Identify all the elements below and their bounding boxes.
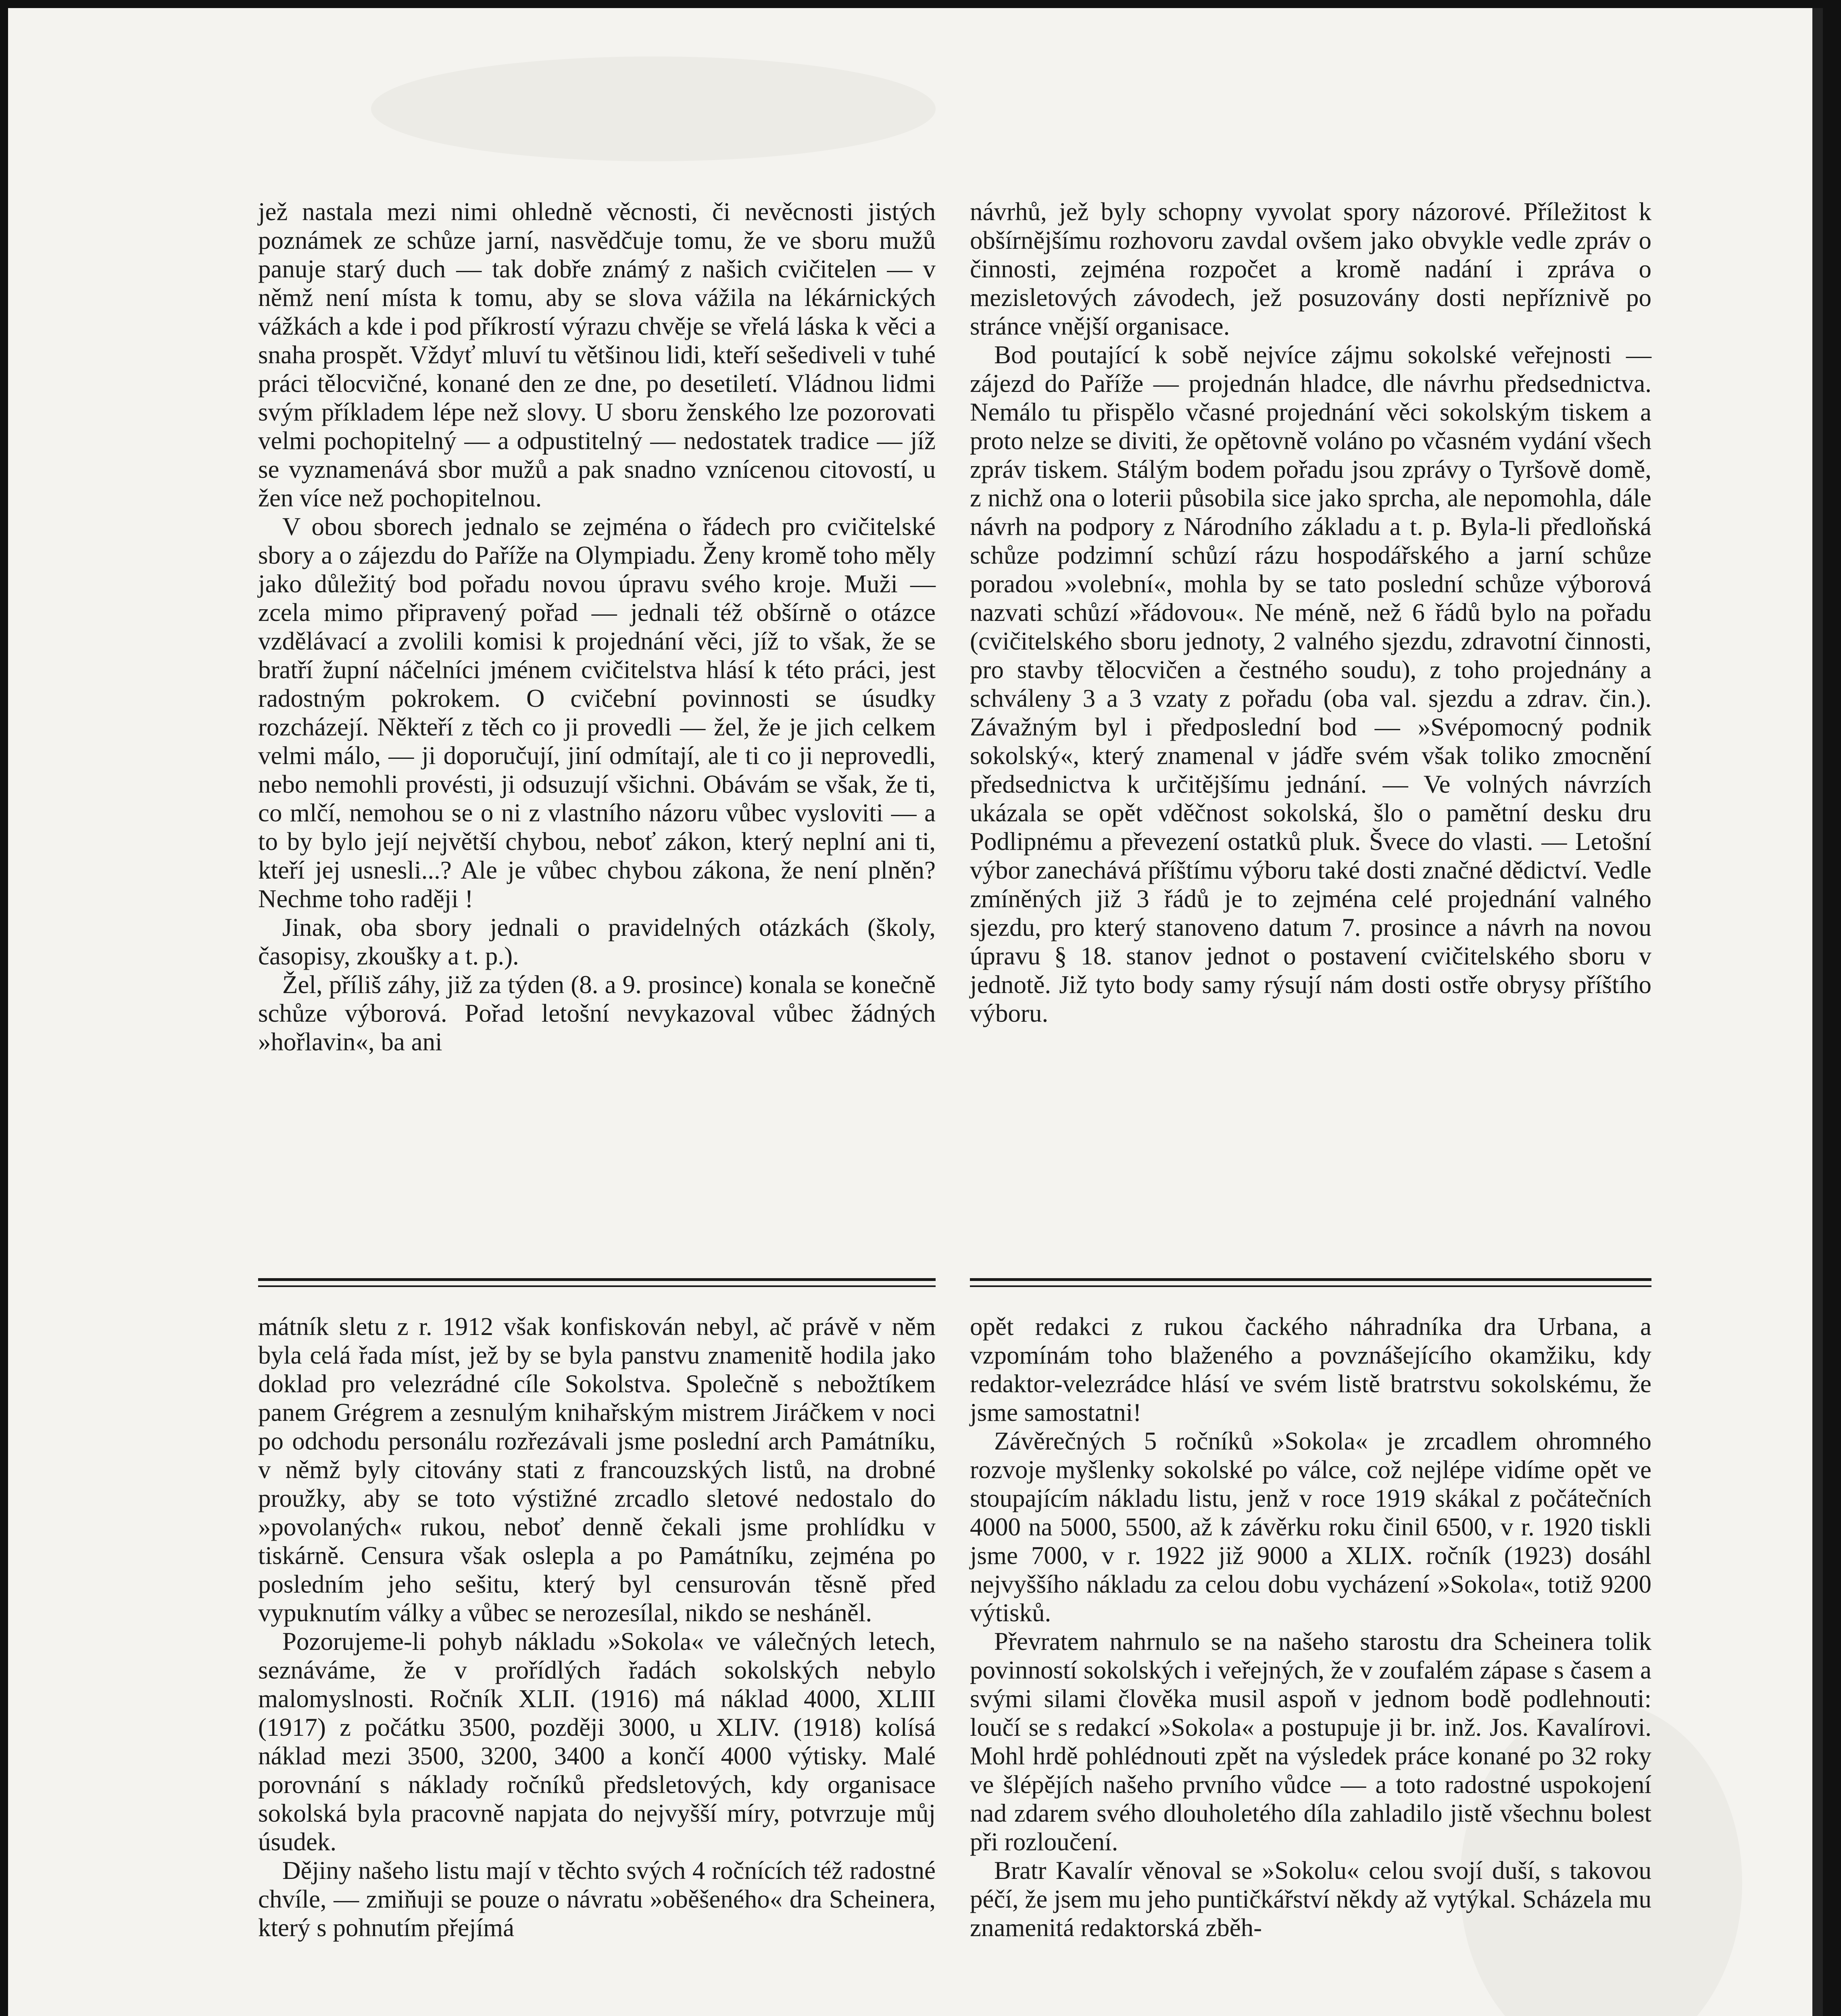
paragraph: návrhů, jež byly schopny vyvolat spory názorové. Příležitost k obšírnějšímu rozhovoru zavdal ovšem jako obvykle vedle zpráv o činnosti, zejména rozpočet a kromě nadání i zpráva o mezisletových závodech, jež posuzovány dosti nepříznivě po stránce vnější organisace. bbox=[970, 198, 1651, 340]
paragraph: Jinak, oba sbory jednali o pravidelných otázkách (školy, časopisy, zkoušky a t. p.). bbox=[258, 913, 936, 970]
paper-stain bbox=[371, 56, 936, 161]
section-divider-rule bbox=[970, 1278, 1651, 1287]
paragraph: V obou sborech jednalo se zejména o řádech pro cvičitelské sbory a o zájezdu do Paříže na Olympiadu. Ženy kromě toho měly jako důležitý bod pořadu novou úpravu svého kroje. Muži — zcela mimo připravený pořad — jednali též obšírně o otázce vzdělávací a zvolili komisi k projednání věci, jíž to však, že se bratří župní náčelníci jménem cvičitelstva hlásí k této práci, jest radostným pokrokem. O cvičební povinnosti se úsudky rozcházejí. Někteří z těch co ji provedli — žel, že je jich celkem velmi málo, — ji doporučují, jiní odmítají, ale ti co ji neprovedli, nebo nemohli provésti, ji odsuzují všichni. Obávám se však, že ti, co mlčí, nemohou se o ni z vlastního názoru vůbec vysloviti — a to by bylo její největší chybou, neboť zákon, který neplní ani ti, kteří jej usnesli...? Ale je vůbec chybou zákona, že není plněn? Nechme toho raději ! bbox=[258, 512, 936, 913]
paragraph: Bratr Kavalír věnoval se »Sokolu« celou svojí duší, s takovou péčí, že jsem mu jeho puntičkářství někdy až vytýkal. Scházela mu znamenitá redaktorská zběh- bbox=[970, 1856, 1651, 1942]
top-right-column bbox=[970, 198, 1651, 1028]
bottom-left-column bbox=[258, 1312, 936, 1942]
paragraph: Závěrečných 5 ročníků »Sokola« je zrcadlem ohromného rozvoje myšlenky sokolské po válce, což nejlépe vidíme opět ve stoupajícím nákladu listu, jenž v roce 1919 skákal z počátečních 4000 na 5000, 5500, až k závěrku roku činil 6500, v r. 1920 tiskli jsme 7000, v r. 1922 již 9000 a XLIX. ročník (1923) dosáhl nejvyššího nákladu za celou dobu vycházení »Sokola«, totiž 9200 výtisků. bbox=[970, 1427, 1651, 1627]
page-sheet bbox=[8, 8, 1823, 2016]
paragraph: Převratem nahrnulo se na našeho starostu dra Scheinera tolik povinností sokolských i veřejných, že v zoufalém zápase s časem a svými silami člověka musil aspoň v jednom bodě podlehnouti: loučí se s redakcí »Sokola« a postupuje ji br. inž. Jos. Kavalírovi. Mohl hrdě pohlédnouti zpět na výsledek práce konané po 32 roky ve šlépějích našeho prvního vůdce — a toto radostné uspokojení nad zdarem svého dlouholetého díla zahladilo jistě všechnu bolest při rozloučení. bbox=[970, 1627, 1651, 1856]
bottom-right-column bbox=[970, 1312, 1651, 1942]
paragraph: jež nastala mezi nimi ohledně věcnosti, či nevěcnosti jistých poznámek ze schůze jarní, nasvědčuje tomu, že ve sboru mužů panuje starý duch — tak dobře známý z našich cvičitelen — v němž není místa k tomu, aby se slova vážila na lékárnických vážkách a kde i pod příkrostí výrazu chvěje se vřelá láska k věci a snaha prospět. Vždyť mluví tu většinou lidi, kteří sešediveli v tuhé práci tělocvičné, konané den ze dne, po desetiletí. Vládnou lidmi svým příkladem lépe než slovy. U sboru ženského lze pozorovati velmi pochopitelný — a odpustitelný — nedostatek tradice — jíž se vyznamenává sbor mužů a pak snadno vznícenou citovostí, u žen více než pochopitelnou. bbox=[258, 198, 936, 512]
paragraph: Dějiny našeho listu mají v těchto svých 4 ročnících též radostné chvíle, — zmiňuji se pouze o návratu »oběšeného« dra Scheinera, který s pohnutím přejímá bbox=[258, 1856, 936, 1942]
paragraph: Pozorujeme-li pohyb nákladu »Sokola« ve válečných letech, seznáváme, že v prořídlých řadách sokolských nebylo malomyslnosti. Ročník XLII. (1916) má náklad 4000, XLIII (1917) z počátku 3500, později 3000, u XLIV. (1918) kolísá náklad mezi 3500, 3200, 3400 a končí 4000 výtisky. Malé porovnání s náklady ročníků předsletových, kdy organisace sokolská byla pracovně napjata do nejvyšší míry, potvrzuje můj úsudek. bbox=[258, 1627, 936, 1856]
paragraph: mátník sletu z r. 1912 však konfiskován nebyl, ač právě v něm byla celá řada míst, jež by se byla panstvu znamenitě hodila jako doklad pro velezrádné cíle Sokolstva. Společně s nebožtíkem panem Grégrem a zesnulým knihařským mistrem Jiráčkem v noci po odchodu personálu rozřezávali jsme poslední arch Památníku, v němž byly citovány stati z francouzských listů, na drobné proužky, aby se toto výstižné zrcadlo sletové nedostalo do »povolaných« rukou, neboť denně čekali jsme prohlídku v tiskárně. Censura však oslepla a po Památníku, zejména po posledním jeho sešitu, který byl censurován těsně před vypuknutím války a vůbec se nerozesílal, nikdo se nesháněl. bbox=[258, 1312, 936, 1627]
paragraph: Žel, příliš záhy, již za týden (8. a 9. prosince) konala se konečně schůze výborová. Pořad letošní nevykazoval vůbec žádných »hořlavin«, ba ani bbox=[258, 971, 936, 1056]
section-divider-rule bbox=[258, 1278, 936, 1287]
top-left-column bbox=[258, 198, 936, 1056]
paragraph: Bod poutající k sobě nejvíce zájmu sokolské veřejnosti — zájezd do Paříže — projednán hladce, dle návrhu předsednictva. Nemálo tu přispělo včasné projednání věci sokolským tiskem a proto nelze se diviti, že opětovně voláno po včasném vydání všech zpráv tiskem. Stálým bodem pořadu jsou zprávy o Tyršově domě, z nichž ona o loterii působila sice jako sprcha, ale nepomohla, dále návrh na podpory z Národního základu a t. p. Byla-li předloňská schůze podzimní schůzí rázu hospodářského a jarní schůze poradou »volební«, mohla by se tato poslední schůze výborová nazvati schůzí »řádovou«. Ne méně, než 6 řádů bylo na pořadu (cvičitelského sboru jednoty, 2 valného sjezdu, zdravotní činnosti, pro stavby tělocvičen a čestného soudu), z toho projednány a schváleny 3 a 3 vzaty z pořadu (oba val. sjezdu a zdrav. čin.). Závažným byl i předposlední bod — »Svépomocný podnik sokolský«, který znamenal v jádře svém však toliko zmocnění předsednictva k určitějšímu jednání. — Ve volných návrzích ukázala se opět vděčnost sokolská, šlo o pamětní desku dru Podlipnému a převezení ostatků pluk. Švece do vlasti. — Letošní výbor zanechává příštímu výboru také dosti značné dědictví. Vedle zmíněných již 3 řádů je to zejména celé projednání valného sjezdu, pro který stanoveno datum 7. prosince a návrh na novou úpravu § 18. stanov jednot o postavení cvičitelského sboru v jednotě. Již tyto body samy rýsují nám dosti ostře obrysy příštího výboru. bbox=[970, 341, 1651, 1027]
paragraph: opět redakci z rukou čackého náhradníka dra Urbana, a vzpomínám toho blaženého a povznášejícího okamžiku, kdy redaktor-velezrádce hlásí ve svém listě bratrstvu sokolskému, že jsme samostatni! bbox=[970, 1312, 1651, 1427]
